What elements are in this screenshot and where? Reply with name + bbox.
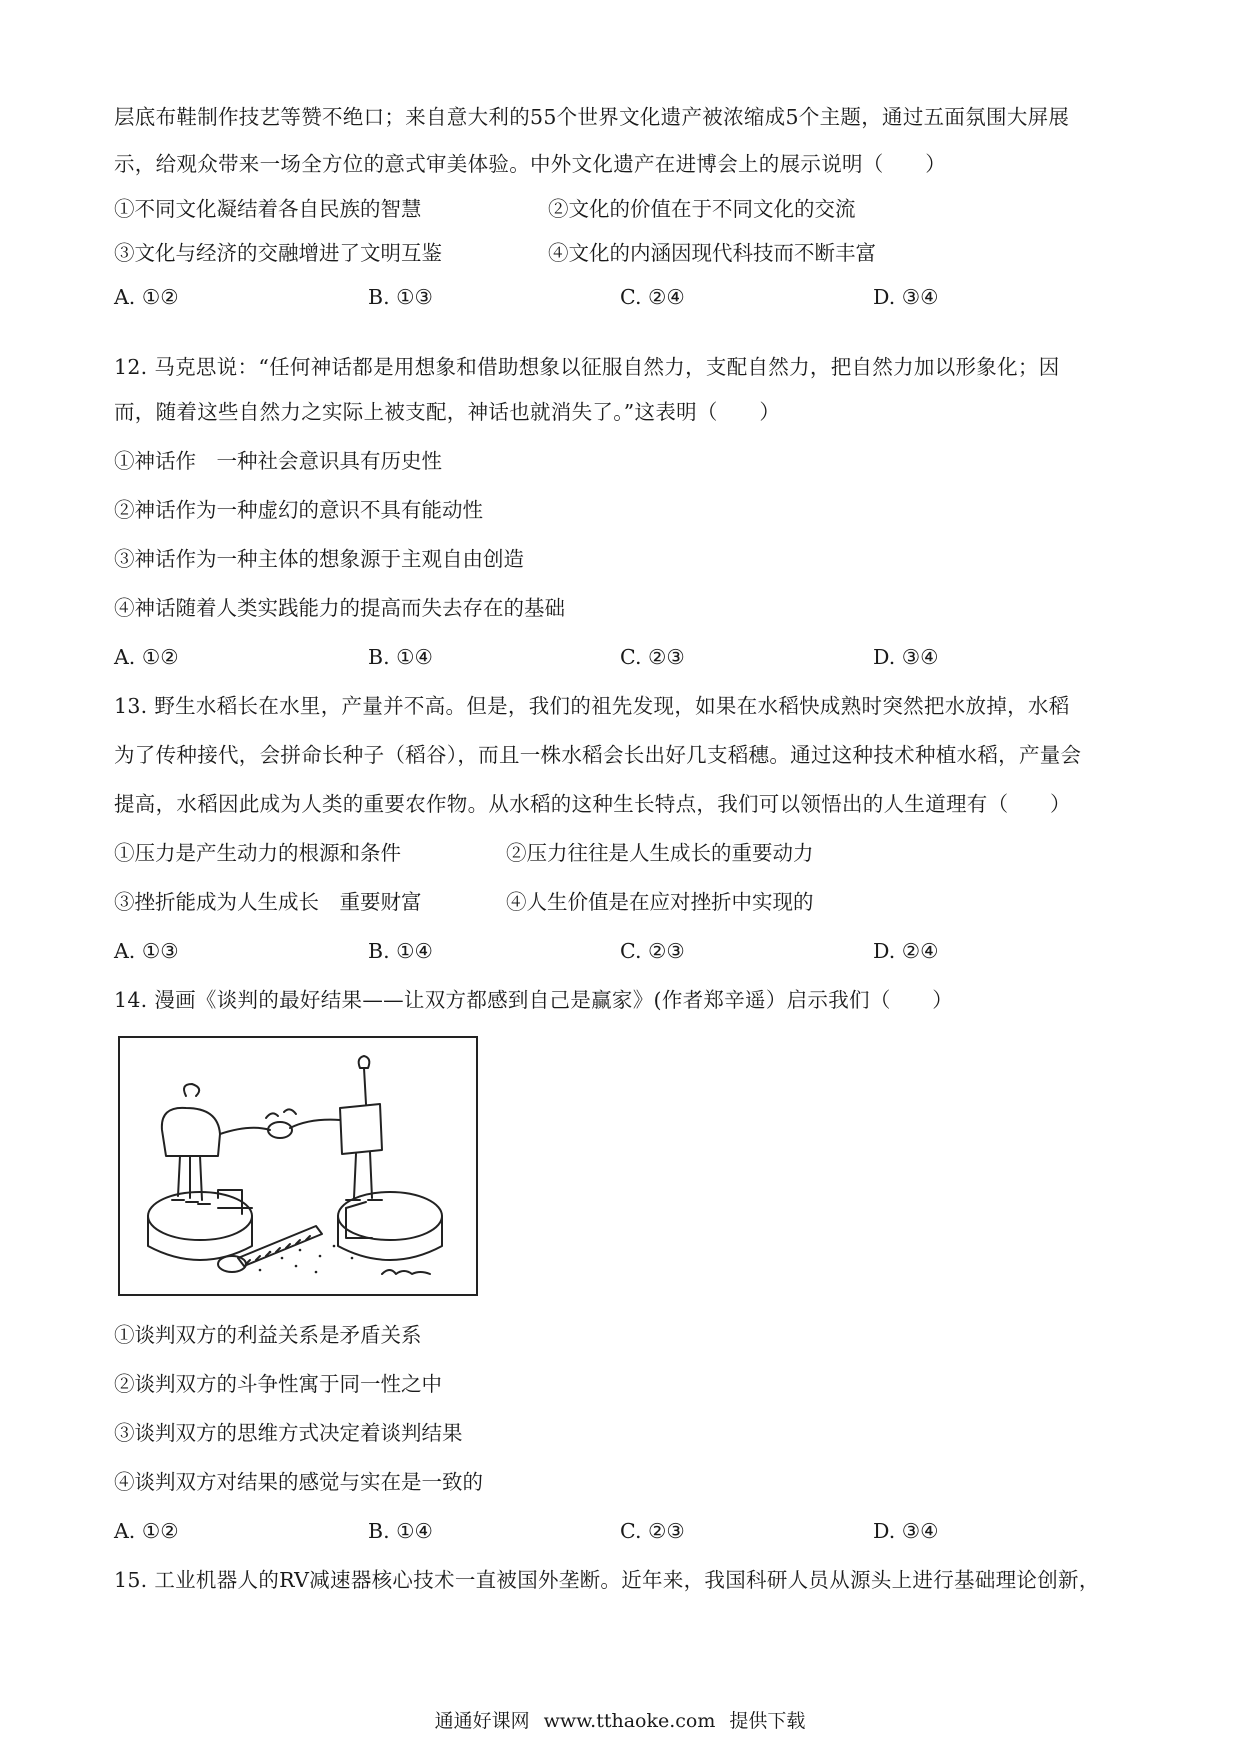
q15-line-1: 15. 工业机器人的RV减速器核心技术一直被国外垄断。近年来，我国科研人员从源头上进行基础理论创新， <box>114 1568 1100 1592</box>
q14-option-b: B. ①④ <box>368 1519 433 1543</box>
q13-option-c: C. ②③ <box>620 939 685 963</box>
q11-line-1: 层底布鞋制作技艺等赞不绝口；来自意大利的55个世界文化遗产被浓缩成5个主题，通过五面氛围大屏展 <box>114 105 1070 129</box>
q12-option-d: D. ③④ <box>873 645 939 669</box>
q12-statement-3: ③神话作为一种主体的想象源于主观自由创造 <box>114 547 524 571</box>
q14-option-c: C. ②③ <box>620 1519 685 1543</box>
q13-option-b: B. ①④ <box>368 939 433 963</box>
q12-option-a: A. ①② <box>114 645 179 669</box>
q13-statement-4: ④人生价值是在应对挫折中实现的 <box>506 890 814 914</box>
q12-statement-2: ②神话作为一种虚幻的意识不具有能动性 <box>114 498 483 522</box>
q14-statement-4: ④谈判双方对结果的感觉与实在是一致的 <box>114 1470 483 1494</box>
q11-option-b: B. ①③ <box>368 285 433 309</box>
q12-option-c: C. ②③ <box>620 645 685 669</box>
q13-statement-2: ②压力往往是人生成长的重要动力 <box>506 841 814 865</box>
q11-line-2: 示，给观众带来一场全方位的意式审美体验。中外文化遗产在进博会上的展示说明（ ） <box>114 152 946 176</box>
q13-statement-3: ③挫折能成为人生成长 重要财富 <box>114 890 422 914</box>
cartoon-drawing <box>120 1038 476 1294</box>
q12-line-2: 而，随着这些自然力之实际上被支配，神话也就消失了。”这表明（ ） <box>114 400 781 424</box>
q11-statement-1: ①不同文化凝结着各自民族的智慧 <box>114 197 422 221</box>
q12-statement-4: ④神话随着人类实践能力的提高而失去存在的基础 <box>114 596 565 620</box>
footer-suffix: 提供下载 <box>729 1710 806 1732</box>
q12-statement-1: ①神话作 一种社会意识具有历史性 <box>114 449 442 473</box>
q13-line-3: 提高，水稻因此成为人类的重要农作物。从水稻的这种生长特点，我们可以领悟出的人生道理有（ ） <box>114 792 1071 816</box>
q11-statement-3: ③文化与经济的交融增进了文明互鉴 <box>114 241 442 265</box>
footer-site-name: 通通好课网 <box>434 1710 530 1732</box>
q11-statement-2: ②文化的价值在于不同文化的交流 <box>548 197 856 221</box>
q11-option-d: D. ③④ <box>873 285 939 309</box>
q14-statement-1: ①谈判双方的利益关系是矛盾关系 <box>114 1323 422 1347</box>
footer-url[interactable]: www.tthaoke.com <box>543 1710 716 1732</box>
q11-option-c: C. ②④ <box>620 285 685 309</box>
q14-line-1: 14. 漫画《谈判的最好结果——让双方都感到自己是赢家》(作者郑辛遥）启示我们（ ） <box>114 988 954 1012</box>
negotiation-cartoon <box>118 1036 478 1296</box>
q14-option-a: A. ①② <box>114 1519 179 1543</box>
q13-line-2: 为了传种接代，会拼命长种子（稻谷），而且一株水稻会长出好几支稻穗。通过这种技术种植水稻，产量会 <box>114 743 1082 767</box>
page-footer <box>0 1708 1240 1734</box>
q14-option-d: D. ③④ <box>873 1519 939 1543</box>
q12-option-b: B. ①④ <box>368 645 433 669</box>
q14-statement-3: ③谈判双方的思维方式决定着谈判结果 <box>114 1421 463 1445</box>
q12-line-1: 12. 马克思说：“任何神话都是用想象和借助想象以征服自然力，支配自然力，把自然力加以形象化；因 <box>114 355 1060 379</box>
q13-statement-1: ①压力是产生动力的根源和条件 <box>114 841 401 865</box>
q13-line-1: 13. 野生水稻长在水里，产量并不高。但是，我们的祖先发现，如果在水稻快成熟时突然把水放掉，水稻 <box>114 694 1070 718</box>
q13-option-a: A. ①③ <box>114 939 179 963</box>
q13-option-d: D. ②④ <box>873 939 939 963</box>
q14-statement-2: ②谈判双方的斗争性寓于同一性之中 <box>114 1372 442 1396</box>
q11-option-a: A. ①② <box>114 285 179 309</box>
q11-statement-4: ④文化的内涵因现代科技而不断丰富 <box>548 241 876 265</box>
